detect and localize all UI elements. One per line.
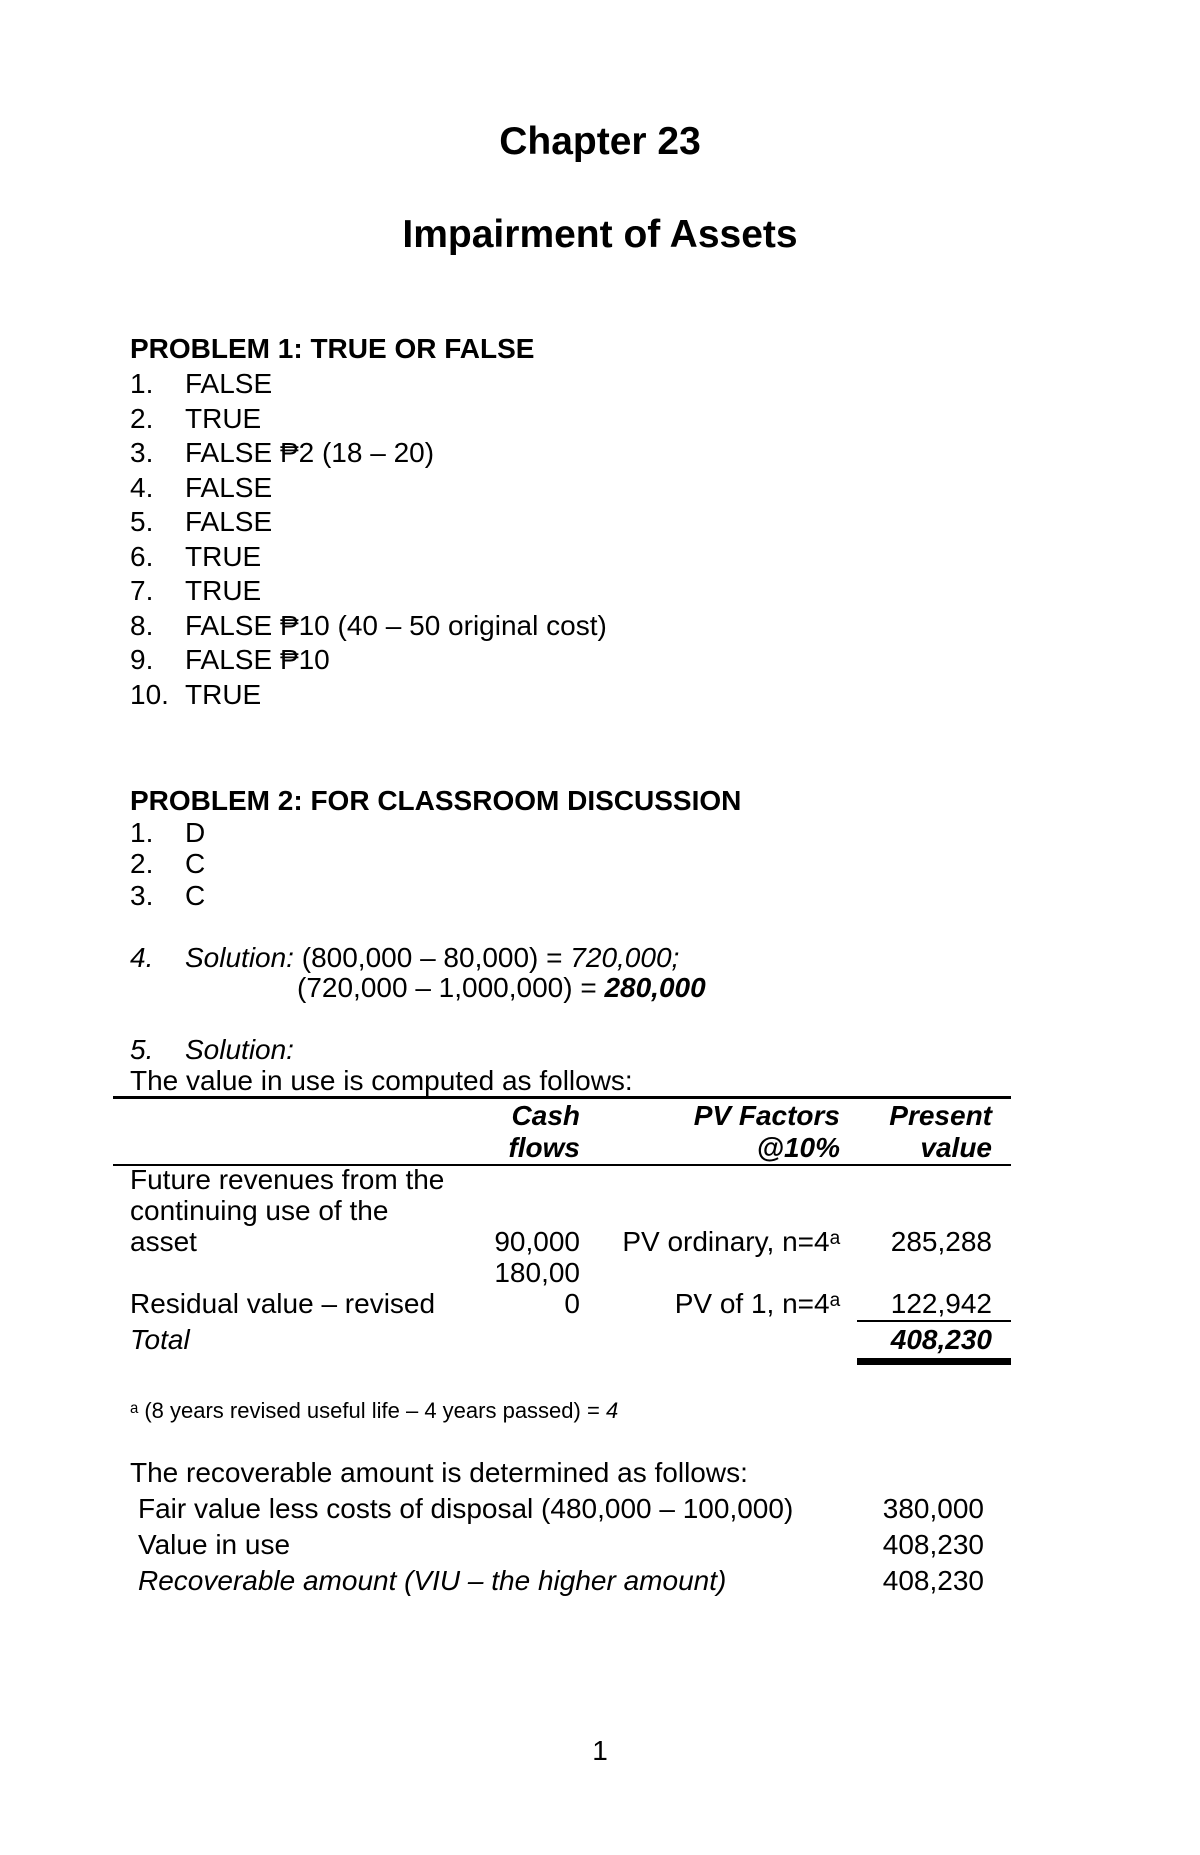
list-item: 7. TRUE	[130, 575, 262, 606]
header-cash-flows-line2: flows	[508, 1132, 580, 1163]
header-pv-factors-line1: PV Factors	[693, 1100, 840, 1131]
recoverable-row-value: 380,000	[882, 1493, 984, 1524]
chapter-title: Chapter 23	[499, 120, 701, 163]
list-item: 1. FALSE	[130, 368, 273, 399]
item5-solution-label: 5. Solution:	[130, 1034, 294, 1065]
row2-cash-flow-line1: 180,00	[494, 1257, 580, 1288]
row2-present-value: 122,942	[890, 1288, 992, 1319]
header-present-value-line2: value	[920, 1132, 992, 1163]
list-item: 3. FALSE ₱2 (18 – 20)	[130, 437, 435, 468]
page-title: Impairment of Assets	[402, 213, 798, 256]
subtotal-rule	[857, 1320, 1011, 1322]
problem1-heading: PROBLEM 1: TRUE OR FALSE	[130, 333, 535, 364]
table-top-rule	[113, 1096, 1011, 1099]
recoverable-row-value: 408,230	[882, 1529, 984, 1560]
value-in-use-intro: The value in use is computed as follows:	[130, 1065, 633, 1096]
footnote: ᵃ (8 years revised useful life – 4 years passed) = 4	[130, 1398, 619, 1423]
list-item: 4. FALSE	[130, 472, 273, 503]
row2-pv-factor: PV of 1, n=4ᵃ	[674, 1288, 840, 1319]
row2-cash-flow-line2: 0	[564, 1288, 580, 1319]
row1-description-line1: Future revenues from the	[130, 1164, 445, 1195]
list-item: 1. D	[130, 817, 206, 848]
recoverable-intro: The recoverable amount is determined as follows:	[130, 1457, 748, 1488]
row1-pv-factor: PV ordinary, n=4ᵃ	[622, 1226, 840, 1257]
list-item: 9. FALSE ₱10	[130, 644, 330, 675]
header-cash-flows-line1: Cash	[511, 1100, 580, 1131]
header-present-value-line1: Present	[889, 1100, 992, 1131]
row1-description-line3: asset	[130, 1226, 197, 1257]
list-item: 3. C	[130, 880, 206, 911]
list-item: 6. TRUE	[130, 541, 262, 572]
page-number: 1	[592, 1735, 608, 1766]
recoverable-row-label: Recoverable amount (VIU – the higher amount)	[138, 1565, 727, 1596]
recoverable-row-label: Value in use	[138, 1529, 291, 1560]
problem2-heading: PROBLEM 2: FOR CLASSROOM DISCUSSION	[130, 785, 742, 816]
total-value: 408,230	[890, 1324, 992, 1355]
row2-description: Residual value – revised	[130, 1288, 436, 1319]
row1-cash-flow: 90,000	[494, 1226, 580, 1257]
list-item: 5. FALSE	[130, 506, 273, 537]
header-pv-factors-line2: @10%	[756, 1132, 840, 1163]
list-item: 10. TRUE	[130, 679, 262, 710]
row1-present-value: 285,288	[890, 1226, 992, 1257]
list-item: 2. TRUE	[130, 403, 262, 434]
total-double-rule	[857, 1358, 1011, 1365]
total-label: Total	[130, 1324, 190, 1355]
item4-solution-line1: 4. Solution: (800,000 – 80,000) = 720,000;	[130, 942, 680, 973]
row1-description-line2: continuing use of the	[130, 1195, 389, 1226]
recoverable-row-value: 408,230	[882, 1565, 984, 1596]
list-item: 2. C	[130, 848, 206, 879]
recoverable-row-label: Fair value less costs of disposal (480,000 – 100,000)	[138, 1493, 794, 1524]
list-item: 8. FALSE ₱10 (40 – 50 original cost)	[130, 610, 607, 641]
item4-solution-line2: (720,000 – 1,000,000) = 280,000	[297, 972, 706, 1003]
